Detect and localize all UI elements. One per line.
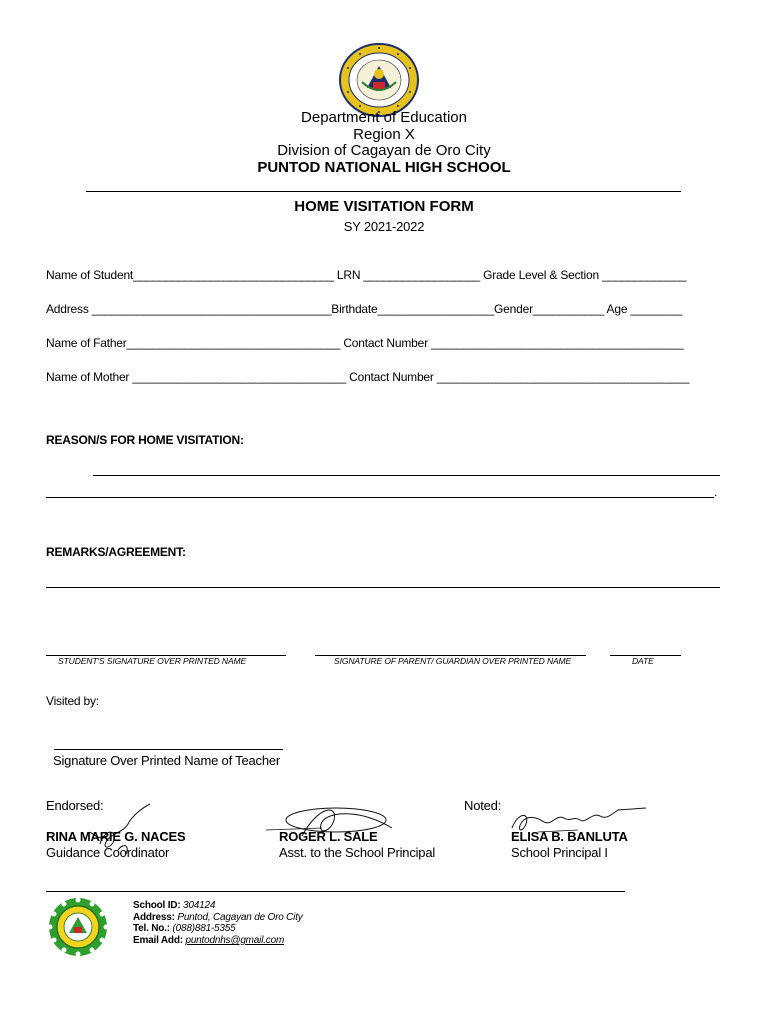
visited-by-label: Visited by: xyxy=(46,694,99,708)
date-caption: DATE xyxy=(632,656,654,666)
noted-label: Noted: xyxy=(464,798,502,813)
field-row-mother-contact[interactable]: Name of Mother _________________________________ Contact Number _______________________________________ xyxy=(46,370,690,384)
footer-address xyxy=(133,912,303,923)
school-logo xyxy=(45,897,111,957)
teacher-signature-line[interactable] xyxy=(54,749,283,750)
field-row-address-birthdate-gender-age[interactable]: Address _____________________________________Birthdate__________________Gender___________ Age ________ xyxy=(46,302,683,316)
footer-tel xyxy=(133,923,236,934)
remarks-label: REMARKS/AGREEMENT: xyxy=(46,545,186,559)
footer-separator xyxy=(46,891,625,892)
footer-school-id xyxy=(133,900,215,911)
footer-address-label: Address: xyxy=(133,912,175,923)
principal-title: School Principal I xyxy=(511,845,608,860)
principal-name: ELISA B. BANLUTA xyxy=(511,829,628,844)
guidance-coordinator-name: RINA MARIE G. NACES xyxy=(46,829,186,844)
footer-email-link[interactable]: puntodnhs@gmail.com xyxy=(185,935,285,946)
field-row-student-lrn-grade[interactable]: Name of Student_______________________________ LRN __________________ Grade Level & Section _____________ xyxy=(46,268,687,282)
field-row-father-contact[interactable]: Name of Father_________________________________ Contact Number _______________________________________ xyxy=(46,336,684,350)
reasons-line-2[interactable] xyxy=(46,497,714,498)
footer-school-id-value: 304124 xyxy=(183,900,216,911)
footer-email-label: Email Add: xyxy=(133,935,183,946)
asst-principal-name: ROGER L. SALE xyxy=(279,829,378,844)
header-school-name: PUNTOD NATIONAL HIGH SCHOOL xyxy=(257,159,511,176)
remarks-line[interactable] xyxy=(46,587,720,588)
header-division: Division of Cagayan de Oro City xyxy=(277,142,491,159)
guidance-coordinator-title: Guidance Coordinator xyxy=(46,845,170,860)
student-signature-caption: STUDENT'S SIGNATURE OVER PRINTED NAME xyxy=(58,656,247,666)
footer-email xyxy=(133,935,284,946)
footer-address-value: Puntod, Cagayan de Oro City xyxy=(177,912,303,923)
asst-principal-title: Asst. to the School Principal xyxy=(279,845,436,860)
footer-tel-value: (088)881-5355 xyxy=(172,923,236,934)
reasons-label: REASON/S FOR HOME VISITATION: xyxy=(46,433,244,447)
deped-seal xyxy=(338,42,420,118)
parent-signature-caption: SIGNATURE OF PARENT/ GUARDIAN OVER PRINTED NAME xyxy=(334,656,572,666)
form-title: HOME VISITATION FORM xyxy=(294,198,474,215)
endorsed-label: Endorsed: xyxy=(46,798,104,813)
header-department: Department of Education xyxy=(301,109,467,126)
header-separator xyxy=(86,191,681,192)
header-region: Region X xyxy=(353,126,415,143)
footer-school-id-label: School ID: xyxy=(133,900,181,911)
reasons-line-1[interactable] xyxy=(93,475,720,476)
school-year: SY 2021-2022 xyxy=(343,219,425,234)
footer-tel-label: Tel. No.: xyxy=(133,923,170,934)
teacher-signature-caption: Signature Over Printed Name of Teacher xyxy=(53,753,281,768)
reasons-line-period: . xyxy=(714,485,718,499)
